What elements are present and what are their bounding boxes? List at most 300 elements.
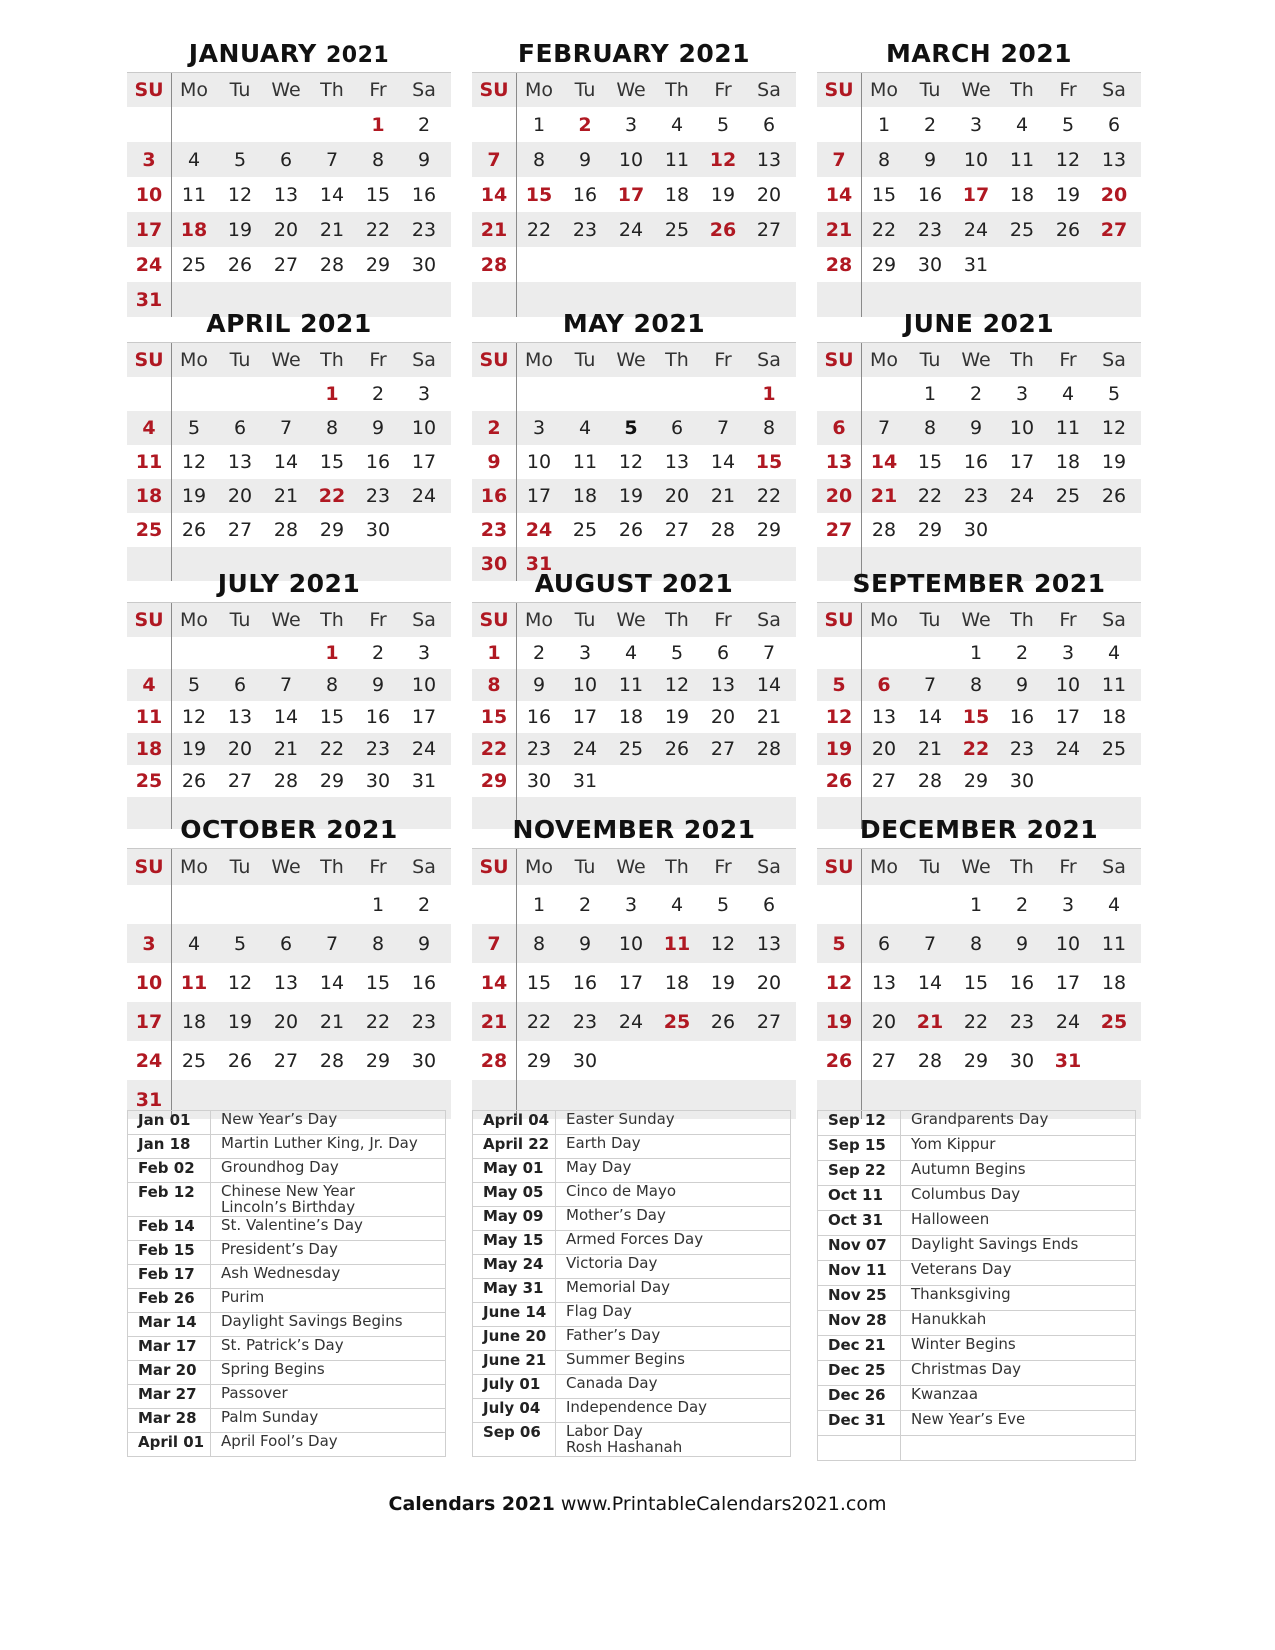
day-cell[interactable]: 4 (670, 893, 684, 916)
day-cell[interactable]: 27 (710, 738, 736, 760)
day-cell[interactable]: 9 (487, 451, 501, 473)
day-cell[interactable]: 6 (279, 932, 293, 955)
day-cell[interactable]: 11 (663, 932, 691, 955)
day-cell[interactable]: 21 (710, 485, 736, 507)
day-cell[interactable]: 9 (417, 148, 431, 171)
day-cell[interactable]: 25 (181, 1049, 207, 1072)
day-cell[interactable]: 28 (273, 770, 299, 792)
day-cell[interactable]: 21 (273, 738, 299, 760)
day-cell[interactable]: 14 (917, 971, 943, 994)
day-cell[interactable]: 6 (832, 417, 846, 439)
day-cell[interactable]: 27 (825, 519, 853, 541)
day-cell[interactable]: 28 (319, 1049, 345, 1072)
day-cell[interactable]: 3 (1061, 893, 1075, 916)
day-cell[interactable]: 8 (532, 932, 546, 955)
day-cell[interactable]: 22 (756, 485, 782, 507)
day-cell[interactable]: 12 (227, 971, 253, 994)
day-cell[interactable]: 28 (710, 519, 736, 541)
day-cell[interactable]: 1 (923, 383, 937, 405)
day-cell[interactable]: 7 (279, 674, 293, 696)
day-cell[interactable]: 29 (480, 770, 508, 792)
day-cell[interactable]: 27 (871, 770, 897, 792)
day-cell[interactable]: 29 (963, 1049, 989, 1072)
day-cell[interactable]: 6 (1107, 113, 1121, 136)
day-cell[interactable]: 10 (1009, 417, 1035, 439)
day-cell[interactable]: 17 (617, 183, 645, 206)
day-cell[interactable]: 27 (756, 1010, 782, 1033)
day-cell[interactable]: 11 (572, 451, 598, 473)
day-cell[interactable]: 25 (664, 218, 690, 241)
day-cell[interactable]: 22 (365, 1010, 391, 1033)
day-cell[interactable]: 8 (969, 932, 983, 955)
day-cell[interactable]: 2 (532, 642, 546, 664)
day-cell[interactable]: 4 (187, 932, 201, 955)
day-cell[interactable]: 20 (664, 485, 690, 507)
day-cell[interactable]: 2 (969, 383, 983, 405)
day-cell[interactable]: 11 (135, 706, 163, 728)
day-cell[interactable]: 8 (923, 417, 937, 439)
day-cell[interactable]: 30 (917, 253, 943, 276)
day-cell[interactable]: 18 (1055, 451, 1081, 473)
day-cell[interactable]: 6 (670, 417, 684, 439)
day-cell[interactable]: 18 (1101, 971, 1127, 994)
day-cell[interactable]: 10 (572, 674, 598, 696)
day-cell[interactable]: 18 (664, 183, 690, 206)
day-cell[interactable]: 14 (756, 674, 782, 696)
footer-url[interactable]: www.PrintableCalendars2021.com (560, 1493, 887, 1515)
day-cell[interactable]: 2 (1015, 642, 1029, 664)
day-cell[interactable]: 29 (365, 1049, 391, 1072)
day-cell[interactable]: 8 (325, 674, 339, 696)
day-cell[interactable]: 27 (756, 218, 782, 241)
day-cell[interactable]: 22 (318, 485, 346, 507)
day-cell[interactable]: 5 (1107, 383, 1121, 405)
day-cell[interactable]: 28 (273, 519, 299, 541)
day-cell[interactable]: 17 (411, 451, 437, 473)
day-cell[interactable]: 30 (572, 1049, 598, 1072)
day-cell[interactable]: 10 (135, 183, 163, 206)
day-cell[interactable]: 7 (325, 932, 339, 955)
day-cell[interactable]: 1 (969, 642, 983, 664)
day-cell[interactable]: 26 (227, 1049, 253, 1072)
day-cell[interactable]: 17 (135, 1010, 163, 1033)
day-cell[interactable]: 26 (709, 218, 737, 241)
day-cell[interactable]: 19 (1101, 451, 1127, 473)
day-cell[interactable]: 20 (227, 485, 253, 507)
day-cell[interactable]: 8 (371, 932, 385, 955)
day-cell[interactable]: 12 (1055, 148, 1081, 171)
day-cell[interactable]: 7 (923, 674, 937, 696)
day-cell[interactable]: 10 (618, 932, 644, 955)
day-cell[interactable]: 29 (526, 1049, 552, 1072)
day-cell[interactable]: 11 (1101, 674, 1127, 696)
day-cell[interactable]: 1 (371, 113, 385, 136)
day-cell[interactable]: 28 (480, 1049, 508, 1072)
day-cell[interactable]: 4 (1015, 113, 1029, 136)
day-cell[interactable]: 21 (319, 218, 345, 241)
day-cell[interactable]: 15 (871, 183, 897, 206)
day-cell[interactable]: 17 (618, 971, 644, 994)
day-cell[interactable]: 23 (411, 1010, 437, 1033)
day-cell[interactable]: 4 (624, 642, 638, 664)
day-cell[interactable]: 14 (825, 183, 853, 206)
day-cell[interactable]: 14 (870, 451, 898, 473)
day-cell[interactable]: 18 (618, 706, 644, 728)
day-cell[interactable]: 15 (365, 183, 391, 206)
day-cell[interactable]: 3 (578, 642, 592, 664)
day-cell[interactable]: 14 (273, 706, 299, 728)
day-cell[interactable]: 4 (187, 148, 201, 171)
day-cell[interactable]: 12 (181, 706, 207, 728)
day-cell[interactable]: 25 (618, 738, 644, 760)
day-cell[interactable]: 27 (227, 519, 253, 541)
day-cell[interactable]: 27 (1100, 218, 1128, 241)
day-cell[interactable]: 18 (1009, 183, 1035, 206)
day-cell[interactable]: 6 (762, 113, 776, 136)
day-cell[interactable]: 23 (526, 738, 552, 760)
day-cell[interactable]: 30 (365, 519, 391, 541)
day-cell[interactable]: 15 (525, 183, 553, 206)
day-cell[interactable]: 11 (180, 971, 208, 994)
day-cell[interactable]: 3 (1015, 383, 1029, 405)
day-cell[interactable]: 25 (1100, 1010, 1128, 1033)
day-cell[interactable]: 16 (411, 183, 437, 206)
day-cell[interactable]: 22 (871, 218, 897, 241)
day-cell[interactable]: 26 (618, 519, 644, 541)
day-cell[interactable]: 24 (135, 253, 163, 276)
day-cell[interactable]: 22 (962, 738, 990, 760)
day-cell[interactable]: 22 (319, 738, 345, 760)
day-cell[interactable]: 7 (279, 417, 293, 439)
day-cell[interactable]: 15 (526, 971, 552, 994)
day-cell[interactable]: 1 (532, 893, 546, 916)
day-cell[interactable]: 4 (670, 113, 684, 136)
day-cell[interactable]: 3 (624, 113, 638, 136)
day-cell[interactable]: 13 (710, 674, 736, 696)
day-cell[interactable]: 28 (871, 519, 897, 541)
day-cell[interactable]: 20 (871, 1010, 897, 1033)
day-cell[interactable]: 3 (1061, 642, 1075, 664)
day-cell[interactable]: 30 (365, 770, 391, 792)
day-cell[interactable]: 10 (963, 148, 989, 171)
day-cell[interactable]: 2 (578, 893, 592, 916)
day-cell[interactable]: 16 (480, 485, 508, 507)
day-cell[interactable]: 20 (273, 218, 299, 241)
day-cell[interactable]: 4 (142, 674, 156, 696)
day-cell[interactable]: 29 (871, 253, 897, 276)
day-cell[interactable]: 11 (1009, 148, 1035, 171)
day-cell[interactable]: 2 (371, 642, 385, 664)
day-cell[interactable]: 4 (142, 417, 156, 439)
day-cell[interactable]: 11 (664, 148, 690, 171)
day-cell[interactable]: 29 (963, 770, 989, 792)
day-cell[interactable]: 16 (526, 706, 552, 728)
day-cell[interactable]: 23 (572, 1010, 598, 1033)
day-cell[interactable]: 24 (135, 1049, 163, 1072)
day-cell[interactable]: 7 (877, 417, 891, 439)
day-cell[interactable]: 16 (365, 706, 391, 728)
day-cell[interactable]: 30 (526, 770, 552, 792)
day-cell[interactable]: 17 (962, 183, 990, 206)
day-cell[interactable]: 21 (917, 738, 943, 760)
day-cell[interactable]: 13 (871, 971, 897, 994)
day-cell[interactable]: 28 (917, 1049, 943, 1072)
day-cell[interactable]: 22 (963, 1010, 989, 1033)
day-cell[interactable]: 21 (756, 706, 782, 728)
day-cell[interactable]: 16 (572, 183, 598, 206)
day-cell[interactable]: 13 (227, 706, 253, 728)
day-cell[interactable]: 6 (716, 642, 730, 664)
day-cell[interactable]: 16 (572, 971, 598, 994)
day-cell[interactable]: 1 (487, 642, 501, 664)
day-cell[interactable]: 9 (371, 417, 385, 439)
day-cell[interactable]: 26 (710, 1010, 736, 1033)
day-cell[interactable]: 21 (870, 485, 898, 507)
day-cell[interactable]: 19 (825, 738, 853, 760)
day-cell[interactable]: 19 (825, 1010, 853, 1033)
day-cell[interactable]: 5 (624, 417, 638, 439)
day-cell[interactable]: 11 (135, 451, 163, 473)
day-cell[interactable]: 24 (525, 519, 553, 541)
day-cell[interactable]: 9 (969, 417, 983, 439)
day-cell[interactable]: 26 (825, 770, 853, 792)
day-cell[interactable]: 15 (365, 971, 391, 994)
day-cell[interactable]: 26 (825, 1049, 853, 1072)
day-cell[interactable]: 22 (917, 485, 943, 507)
day-cell[interactable]: 6 (877, 674, 891, 696)
day-cell[interactable]: 28 (917, 770, 943, 792)
day-cell[interactable]: 14 (480, 971, 508, 994)
day-cell[interactable]: 2 (487, 417, 501, 439)
day-cell[interactable]: 28 (756, 738, 782, 760)
day-cell[interactable]: 24 (618, 1010, 644, 1033)
day-cell[interactable]: 22 (365, 218, 391, 241)
day-cell[interactable]: 10 (411, 417, 437, 439)
day-cell[interactable]: 17 (526, 485, 552, 507)
day-cell[interactable]: 29 (756, 519, 782, 541)
day-cell[interactable]: 9 (371, 674, 385, 696)
day-cell[interactable]: 5 (233, 932, 247, 955)
day-cell[interactable]: 12 (618, 451, 644, 473)
day-cell[interactable]: 14 (480, 183, 508, 206)
day-cell[interactable]: 3 (417, 642, 431, 664)
day-cell[interactable]: 9 (578, 148, 592, 171)
day-cell[interactable]: 17 (1009, 451, 1035, 473)
day-cell[interactable]: 6 (233, 674, 247, 696)
day-cell[interactable]: 13 (756, 932, 782, 955)
day-cell[interactable]: 1 (325, 383, 339, 405)
day-cell[interactable]: 26 (664, 738, 690, 760)
day-cell[interactable]: 19 (664, 706, 690, 728)
day-cell[interactable]: 13 (273, 183, 299, 206)
day-cell[interactable]: 18 (1101, 706, 1127, 728)
day-cell[interactable]: 16 (963, 451, 989, 473)
day-cell[interactable]: 23 (963, 485, 989, 507)
day-cell[interactable]: 4 (578, 417, 592, 439)
day-cell[interactable]: 25 (1009, 218, 1035, 241)
day-cell[interactable]: 14 (319, 183, 345, 206)
day-cell[interactable]: 5 (187, 417, 201, 439)
day-cell[interactable]: 19 (1055, 183, 1081, 206)
day-cell[interactable]: 14 (273, 451, 299, 473)
day-cell[interactable]: 15 (962, 706, 990, 728)
day-cell[interactable]: 2 (578, 113, 592, 136)
day-cell[interactable]: 18 (135, 738, 163, 760)
day-cell[interactable]: 24 (963, 218, 989, 241)
day-cell[interactable]: 27 (227, 770, 253, 792)
day-cell[interactable]: 8 (532, 148, 546, 171)
day-cell[interactable]: 25 (663, 1010, 691, 1033)
day-cell[interactable]: 7 (832, 148, 846, 171)
day-cell[interactable]: 9 (532, 674, 546, 696)
day-cell[interactable]: 19 (181, 485, 207, 507)
day-cell[interactable]: 7 (325, 148, 339, 171)
day-cell[interactable]: 20 (227, 738, 253, 760)
day-cell[interactable]: 2 (417, 113, 431, 136)
day-cell[interactable]: 16 (1009, 971, 1035, 994)
day-cell[interactable]: 26 (1101, 485, 1127, 507)
day-cell[interactable]: 17 (572, 706, 598, 728)
day-cell[interactable]: 13 (825, 451, 853, 473)
day-cell[interactable]: 19 (710, 971, 736, 994)
day-cell[interactable]: 12 (710, 932, 736, 955)
day-cell[interactable]: 29 (319, 519, 345, 541)
day-cell[interactable]: 19 (227, 218, 253, 241)
day-cell[interactable]: 20 (273, 1010, 299, 1033)
day-cell[interactable]: 24 (572, 738, 598, 760)
day-cell[interactable]: 30 (480, 553, 508, 575)
day-cell[interactable]: 31 (525, 553, 553, 575)
day-cell[interactable]: 1 (532, 113, 546, 136)
day-cell[interactable]: 9 (1015, 932, 1029, 955)
day-cell[interactable]: 19 (181, 738, 207, 760)
day-cell[interactable]: 27 (664, 519, 690, 541)
day-cell[interactable]: 23 (572, 218, 598, 241)
day-cell[interactable]: 30 (411, 253, 437, 276)
day-cell[interactable]: 12 (1101, 417, 1127, 439)
day-cell[interactable]: 27 (871, 1049, 897, 1072)
day-cell[interactable]: 24 (411, 485, 437, 507)
day-cell[interactable]: 15 (319, 706, 345, 728)
day-cell[interactable]: 21 (916, 1010, 944, 1033)
day-cell[interactable]: 20 (825, 485, 853, 507)
day-cell[interactable]: 8 (762, 417, 776, 439)
day-cell[interactable]: 12 (181, 451, 207, 473)
day-cell[interactable]: 28 (480, 253, 508, 276)
day-cell[interactable]: 7 (762, 642, 776, 664)
day-cell[interactable]: 18 (181, 1010, 207, 1033)
day-cell[interactable]: 16 (411, 971, 437, 994)
day-cell[interactable]: 14 (917, 706, 943, 728)
day-cell[interactable]: 23 (917, 218, 943, 241)
day-cell[interactable]: 19 (710, 183, 736, 206)
day-cell[interactable]: 23 (365, 485, 391, 507)
day-cell[interactable]: 24 (1055, 1010, 1081, 1033)
day-cell[interactable]: 12 (227, 183, 253, 206)
day-cell[interactable]: 22 (526, 1010, 552, 1033)
day-cell[interactable]: 25 (572, 519, 598, 541)
day-cell[interactable]: 23 (1009, 738, 1035, 760)
day-cell[interactable]: 29 (319, 770, 345, 792)
day-cell[interactable]: 31 (572, 770, 598, 792)
day-cell[interactable]: 5 (233, 148, 247, 171)
day-cell[interactable]: 15 (963, 971, 989, 994)
day-cell[interactable]: 17 (1055, 971, 1081, 994)
day-cell[interactable]: 18 (572, 485, 598, 507)
day-cell[interactable]: 5 (670, 642, 684, 664)
day-cell[interactable]: 17 (411, 706, 437, 728)
day-cell[interactable]: 7 (487, 148, 501, 171)
day-cell[interactable]: 5 (716, 893, 730, 916)
day-cell[interactable]: 1 (325, 642, 339, 664)
day-cell[interactable]: 21 (319, 1010, 345, 1033)
day-cell[interactable]: 5 (832, 674, 846, 696)
day-cell[interactable]: 30 (1009, 770, 1035, 792)
day-cell[interactable]: 25 (181, 253, 207, 276)
day-cell[interactable]: 15 (319, 451, 345, 473)
day-cell[interactable]: 4 (1107, 642, 1121, 664)
day-cell[interactable]: 8 (325, 417, 339, 439)
day-cell[interactable]: 27 (273, 1049, 299, 1072)
day-cell[interactable]: 25 (1055, 485, 1081, 507)
day-cell[interactable]: 30 (963, 519, 989, 541)
day-cell[interactable]: 20 (1100, 183, 1128, 206)
day-cell[interactable]: 20 (756, 971, 782, 994)
day-cell[interactable]: 15 (755, 451, 783, 473)
day-cell[interactable]: 9 (578, 932, 592, 955)
day-cell[interactable]: 4 (1061, 383, 1075, 405)
day-cell[interactable]: 6 (877, 932, 891, 955)
day-cell[interactable]: 6 (233, 417, 247, 439)
day-cell[interactable]: 1 (969, 893, 983, 916)
day-cell[interactable]: 12 (664, 674, 690, 696)
day-cell[interactable]: 30 (411, 1049, 437, 1072)
day-cell[interactable]: 31 (135, 288, 163, 311)
day-cell[interactable]: 10 (618, 148, 644, 171)
day-cell[interactable]: 15 (917, 451, 943, 473)
day-cell[interactable]: 17 (1055, 706, 1081, 728)
day-cell[interactable]: 24 (411, 738, 437, 760)
day-cell[interactable]: 21 (480, 218, 508, 241)
day-cell[interactable]: 5 (187, 674, 201, 696)
day-cell[interactable]: 14 (319, 971, 345, 994)
day-cell[interactable]: 26 (1055, 218, 1081, 241)
day-cell[interactable]: 13 (273, 971, 299, 994)
day-cell[interactable]: 14 (710, 451, 736, 473)
day-cell[interactable]: 21 (825, 218, 853, 241)
day-cell[interactable]: 1 (762, 383, 776, 405)
day-cell[interactable]: 23 (365, 738, 391, 760)
day-cell[interactable]: 25 (135, 770, 163, 792)
day-cell[interactable]: 13 (871, 706, 897, 728)
day-cell[interactable]: 1 (877, 113, 891, 136)
day-cell[interactable]: 7 (923, 932, 937, 955)
day-cell[interactable]: 3 (624, 893, 638, 916)
day-cell[interactable]: 12 (825, 706, 853, 728)
day-cell[interactable]: 22 (480, 738, 508, 760)
day-cell[interactable]: 3 (417, 383, 431, 405)
day-cell[interactable]: 5 (1061, 113, 1075, 136)
day-cell[interactable]: 2 (1015, 893, 1029, 916)
day-cell[interactable]: 29 (917, 519, 943, 541)
day-cell[interactable]: 23 (480, 519, 508, 541)
day-cell[interactable]: 6 (279, 148, 293, 171)
day-cell[interactable]: 3 (969, 113, 983, 136)
day-cell[interactable]: 3 (532, 417, 546, 439)
day-cell[interactable]: 5 (832, 932, 846, 955)
day-cell[interactable]: 20 (710, 706, 736, 728)
day-cell[interactable]: 11 (1101, 932, 1127, 955)
